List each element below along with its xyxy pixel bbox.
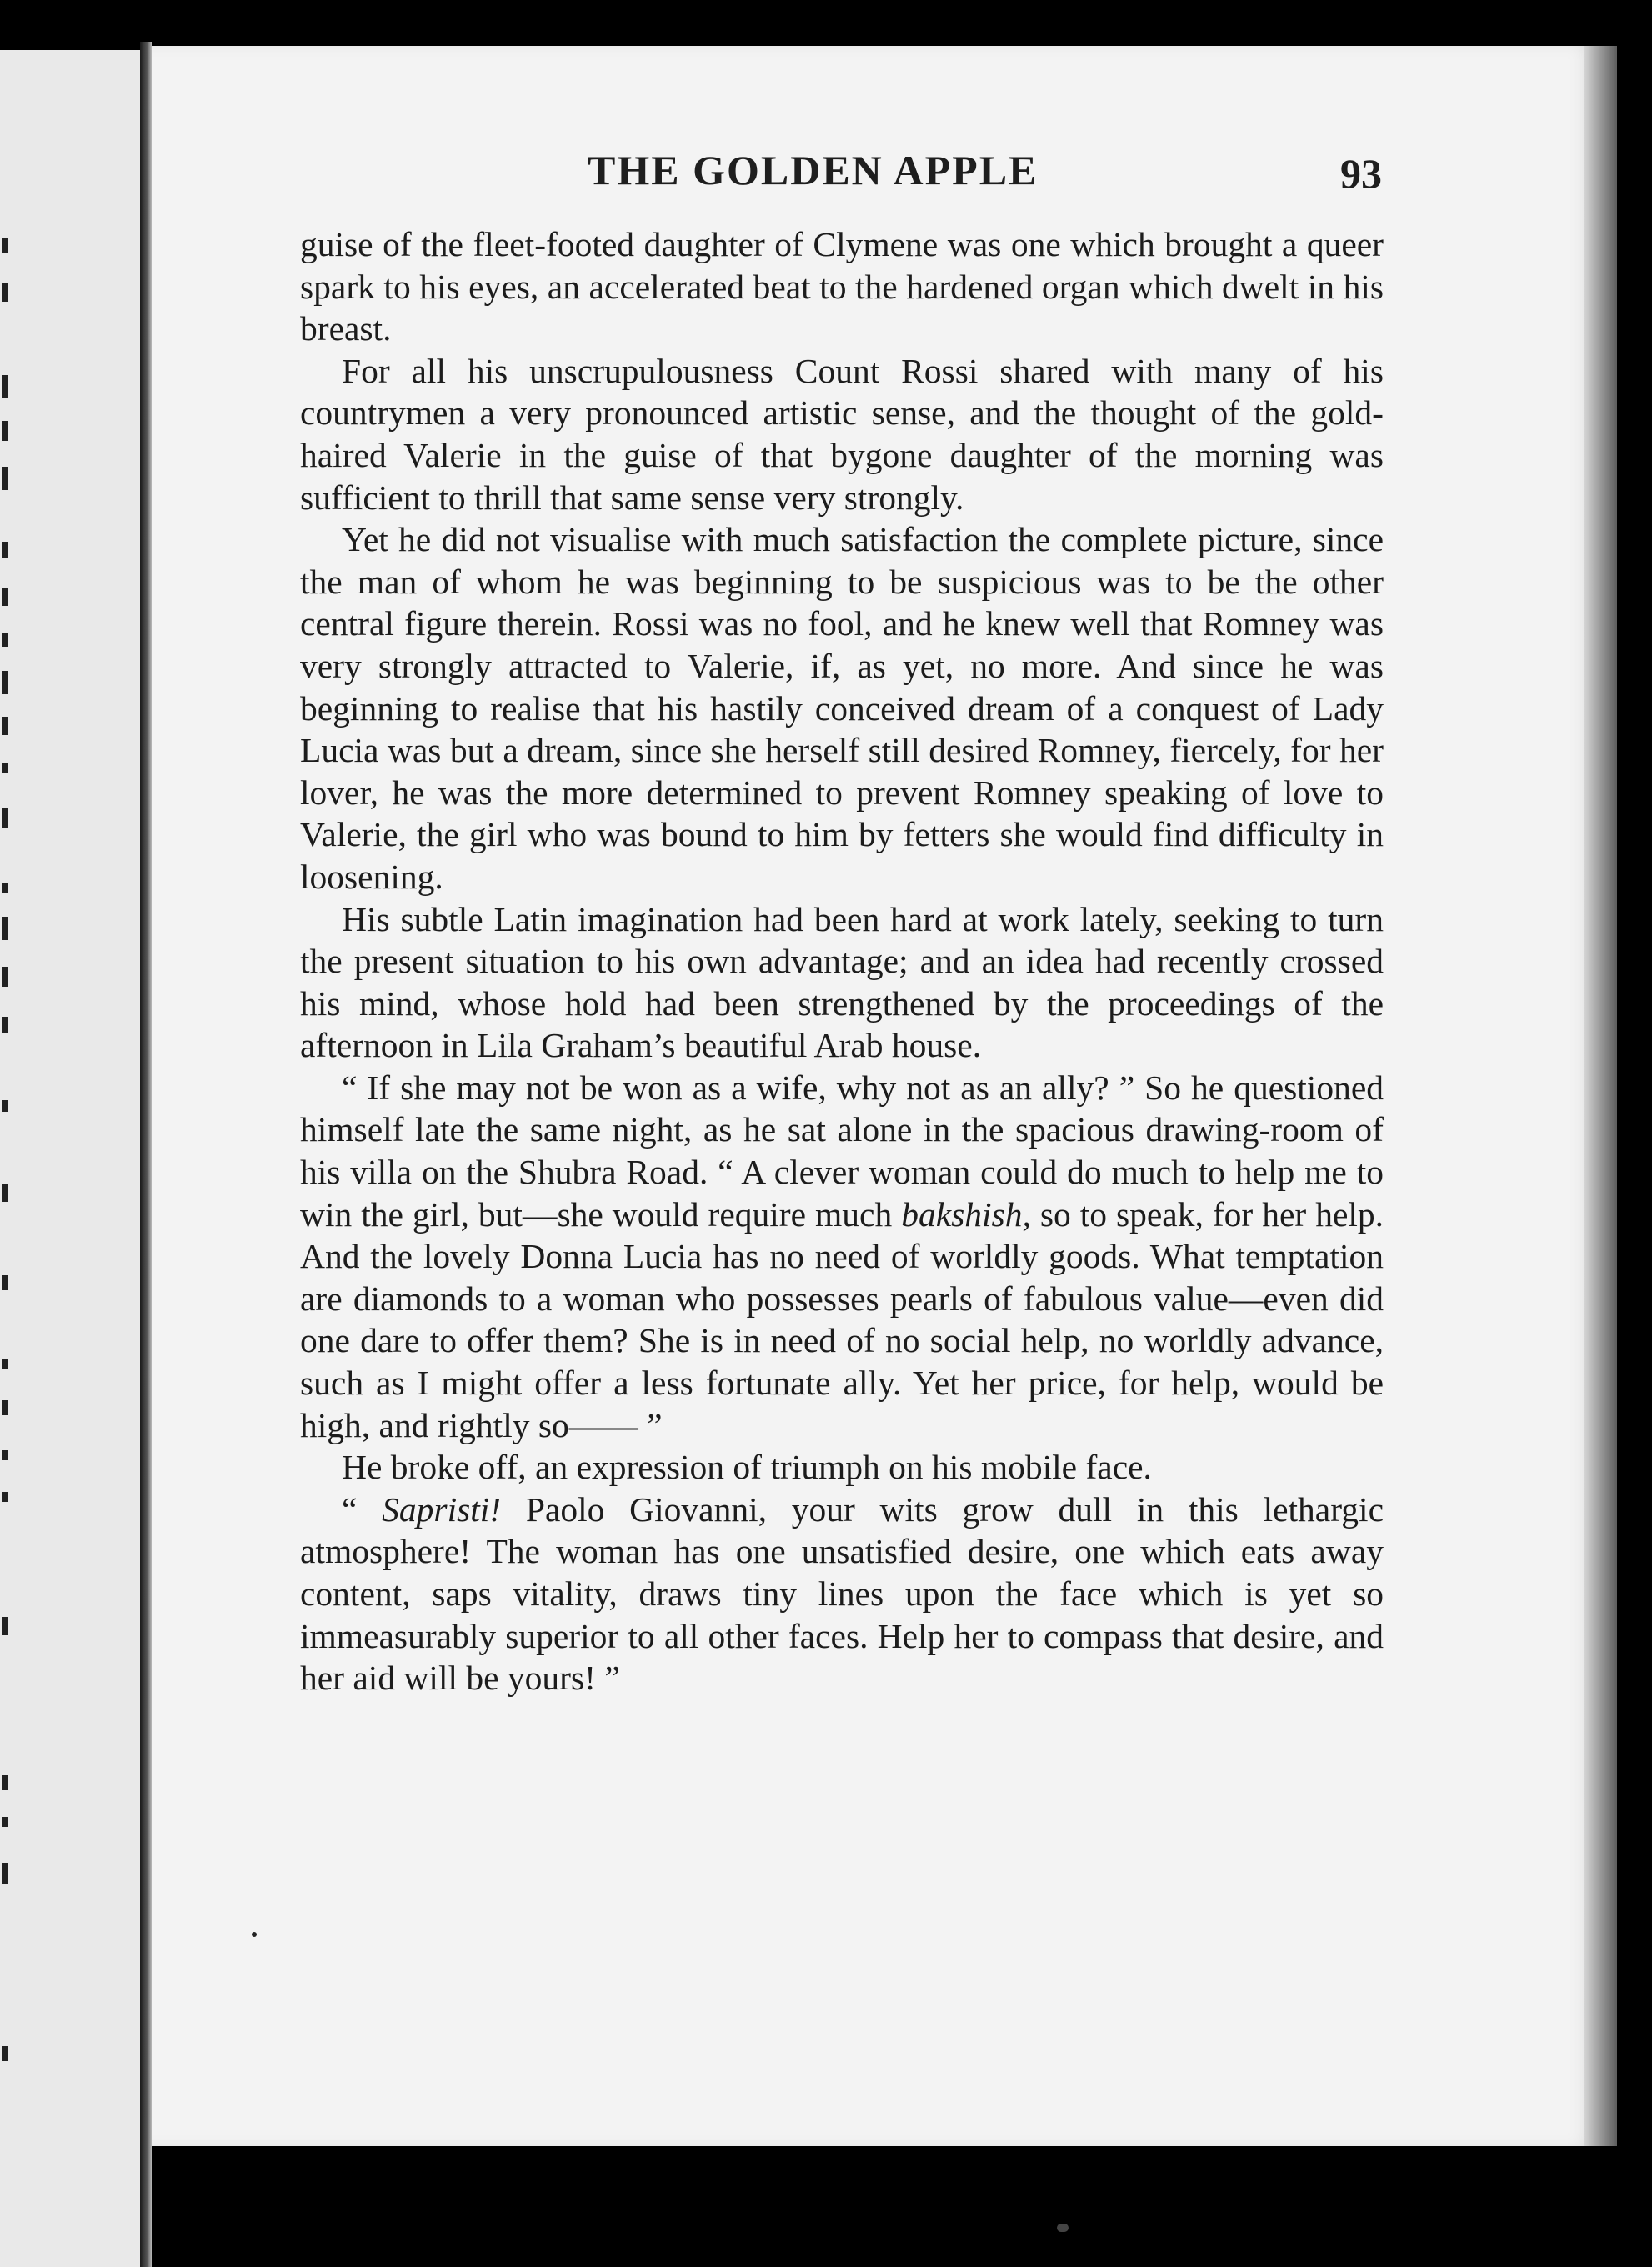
- text-fragment: [2, 883, 8, 893]
- text-fragment: [2, 808, 8, 828]
- paragraph-text: Paolo Giovanni, your wits grow dull in this lethargic atmosphere! The woman has one unsatisfied desire, one which eats away content, saps vitality, draws tiny lines upon the face which is yet so immeasurably superior to all other faces. Help her to compass that desire, and her aid will be yours! ”: [300, 1489, 1384, 1698]
- text-fragment: [2, 633, 8, 647]
- text-fragment: [2, 467, 8, 490]
- text-fragment: [2, 283, 8, 302]
- text-fragment: [2, 1492, 8, 1502]
- ink-speck: [252, 1932, 257, 1937]
- text-fragment: [2, 1275, 8, 1290]
- text-fragment: [2, 421, 8, 441]
- paragraph: For all his unscrupulousness Count Rossi shared with many of his countrymen a very pronounced artistic sense, and the thought of the gold-haired Valerie in the guise of that bygone daughter of the morning was sufficient to thrill that same sense very strongly.: [300, 351, 1384, 517]
- paragraph-text: so to speak, for her help. And the lovely Donna Lucia has no need of worldly goods. What temptation are diamonds to a woman who possesses pearls of fabulous value—even did one dare to offer them? She is in need of no social help, no worldly advance, such as I might offer a less fortunate ally. Yet her price, for help, would be high, and rightly so—— ”: [300, 1194, 1384, 1444]
- text-fragment: [2, 1775, 8, 1790]
- text-fragment: [2, 671, 8, 694]
- facing-page-text-fragments: [0, 50, 17, 2267]
- text-fragment: [2, 2046, 8, 2061]
- page-body: [300, 223, 1384, 1699]
- text-fragment: [2, 375, 8, 398]
- paragraph: [300, 1067, 1384, 1446]
- paragraph-text: “ A clever woman could do much to help me to win the girl, but—she would require much: [300, 1153, 1384, 1234]
- paragraph: Yet he did not visualise with much satisfaction the complete picture, since the man of whom he was beginning to be suspicious was to be the other central figure therein. Rossi was no fool, and he knew well that Romney was very strongly attracted to Valerie, if, as yet, no more. And since he was beginning to realise that his hastily conceived dream of a conquest of Lady Lucia was but a dream, since she herself still desired Romney, fiercely, for her lover, he was the more determined to prevent Romney speaking of love to Valerie, the girl who was bound to him by fetters she would find difficulty in loosening.: [300, 520, 1384, 896]
- text-fragment: [2, 1400, 8, 1415]
- text-fragment: [2, 1184, 8, 1202]
- text-fragment: [2, 917, 8, 940]
- page-edge-shadow: [1584, 46, 1617, 2146]
- text-fragment: [2, 763, 8, 773]
- paragraph: guise of the fleet-footed daughter of Clymene was one which brought a queer spark to his eyes, an accelerated beat to the hardened organ which dwelt in his breast.: [300, 225, 1384, 348]
- facing-page-edge: [0, 50, 146, 2267]
- text-fragment: [2, 588, 8, 606]
- ink-speck: [1057, 2224, 1069, 2232]
- paragraph-text: “ If she may not be won as a wife, why not as an ally? ” So he questioned himself late the same night, as he sat alone in the spacious drawing-room of his villa on the Shubra Road.: [300, 1068, 1384, 1192]
- running-title: THE GOLDEN APPLE: [588, 147, 1039, 193]
- text-fragment: [2, 1863, 8, 1884]
- text-fragment: [2, 967, 8, 987]
- quote-mark: “: [342, 1489, 358, 1529]
- text-fragment: [2, 717, 8, 735]
- paragraph: He broke off, an expression of triumph on his mobile face.: [342, 1448, 1152, 1487]
- italic-word: Sapristi!: [382, 1489, 502, 1529]
- text-fragment: [2, 1617, 8, 1635]
- book-gutter: [140, 42, 152, 2267]
- paragraph: [300, 1489, 1384, 1699]
- text-fragment: [2, 1359, 8, 1369]
- paragraph: His subtle Latin imagination had been hard at work lately, seeking to turn the present situation to his own advantage; and an idea had recently crossed his mind, whose hold had been strengthened by the proceedings of the afternoon in Lila Graham’s beautiful Arab house.: [300, 899, 1384, 1065]
- page-number: 93: [1340, 150, 1382, 197]
- text-fragment: [2, 238, 8, 253]
- text-fragment: [2, 1817, 8, 1827]
- running-head: [0, 146, 1652, 204]
- text-fragment: [2, 1100, 8, 1112]
- text-fragment: [2, 1450, 8, 1460]
- text-fragment: [2, 542, 8, 558]
- text-fragment: [2, 1017, 8, 1033]
- italic-word: bakshish,: [901, 1194, 1031, 1234]
